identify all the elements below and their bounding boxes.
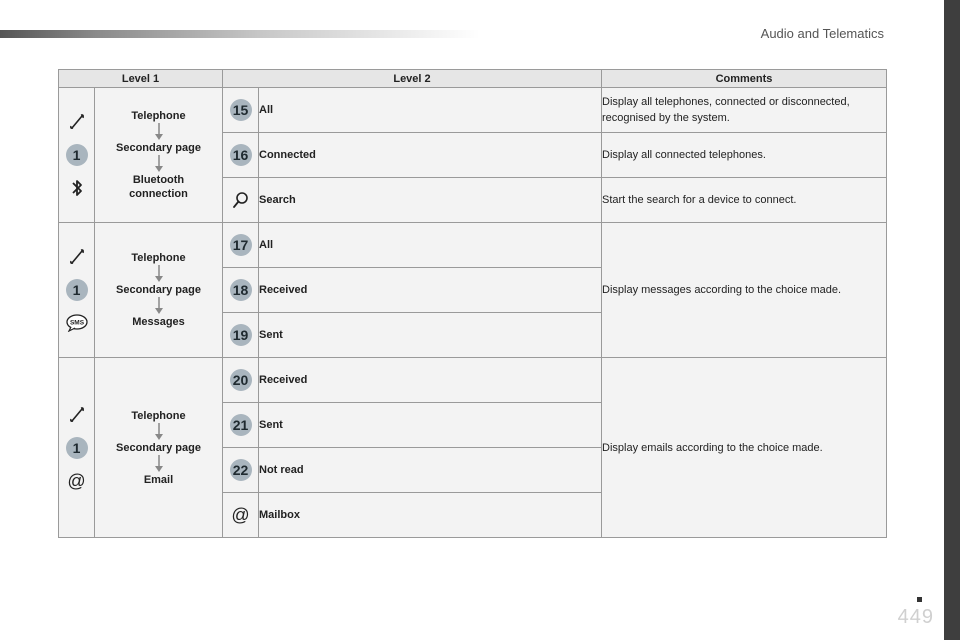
level2-label: All (259, 223, 602, 268)
flow-step: Secondary page (116, 284, 201, 296)
level2-label: All (259, 88, 602, 133)
email-at-icon (65, 469, 89, 493)
level2-icon-cell (223, 133, 259, 178)
number-badge: 22 (230, 459, 252, 481)
flow-step: Secondary page (116, 142, 201, 154)
level1-icons-cell (59, 88, 95, 223)
level2-label: Received (259, 268, 602, 313)
table-row (59, 88, 887, 133)
arrow-down-icon (154, 455, 164, 473)
flow-step: Telephone (131, 252, 186, 264)
level2-label: Not read (259, 448, 602, 493)
comment-cell: Display emails according to the choice made. (602, 358, 887, 538)
number-badge: 17 (230, 234, 252, 256)
flow-step: Messages (132, 316, 185, 328)
level2-icon-cell (223, 448, 259, 493)
flow-step: Telephone (131, 110, 186, 122)
number-badge: 20 (230, 369, 252, 391)
arrow-down-icon (154, 297, 164, 315)
level2-icon-cell (223, 88, 259, 133)
table-row (59, 223, 887, 268)
comment-cell: Start the search for a device to connect. (602, 178, 887, 223)
bluetooth-icon (65, 176, 89, 200)
level2-icon-cell (223, 268, 259, 313)
number-badge: 15 (230, 99, 252, 121)
level2-label: Sent (259, 403, 602, 448)
level1-flow-cell (95, 358, 223, 538)
level2-label: Received (259, 358, 602, 403)
sms-icon (65, 311, 89, 335)
arrow-down-icon (154, 423, 164, 441)
flow-step: Secondary page (116, 441, 201, 454)
number-badge: 21 (230, 414, 252, 436)
flow-step: Bluetooth connection (129, 174, 188, 200)
number-badge: 1 (66, 437, 88, 459)
level2-icon-cell (223, 493, 259, 538)
number-badge: 1 (66, 279, 88, 301)
page-number: 449 (897, 606, 934, 628)
comment-cell: Display messages according to the choice made. (602, 223, 887, 358)
level2-label: Connected (259, 133, 602, 178)
flow-step: Email (143, 473, 174, 486)
level2-label: Search (259, 178, 602, 223)
flow-step: Telephone (131, 409, 186, 422)
comment-cell: Display all telephones, connected or disconnected, recognised by the system. (602, 88, 887, 133)
telephone-icon (65, 245, 89, 269)
telephone-icon (65, 403, 89, 427)
header-level2: Level 2 (223, 70, 602, 88)
level1-flow-cell (95, 223, 223, 358)
number-badge: 1 (66, 144, 88, 166)
section-title: Audio and Telematics (760, 26, 884, 41)
page-marker (917, 597, 922, 602)
at-glyph: @ (67, 470, 86, 491)
number-badge: 18 (230, 279, 252, 301)
level2-label: Sent (259, 313, 602, 358)
table-header-row (59, 70, 887, 88)
level2-label: Mailbox (259, 493, 602, 538)
header-comments: Comments (602, 70, 887, 88)
level1-icons-cell (59, 358, 95, 538)
level2-icon-cell (223, 313, 259, 358)
header-level1: Level 1 (59, 70, 223, 88)
menu-table (58, 69, 887, 538)
header-gradient-bar (0, 30, 480, 38)
comment-cell: Display all connected telephones. (602, 133, 887, 178)
at-glyph: @ (231, 505, 250, 525)
arrow-down-icon (154, 265, 164, 283)
table-row (59, 358, 887, 403)
arrow-down-icon (154, 155, 164, 173)
level2-icon-cell (223, 403, 259, 448)
number-badge: 19 (230, 324, 252, 346)
telephone-icon (65, 110, 89, 134)
arrow-down-icon (154, 123, 164, 141)
level2-icon-cell (223, 358, 259, 403)
level1-flow-cell (95, 88, 223, 223)
page-edge-band (944, 0, 960, 640)
sms-icon-text: SMS (69, 319, 84, 327)
mailbox-at-icon (229, 503, 253, 527)
level2-icon-cell (223, 223, 259, 268)
search-icon (229, 188, 253, 212)
level1-icons-cell (59, 223, 95, 358)
number-badge: 16 (230, 144, 252, 166)
level2-icon-cell (223, 178, 259, 223)
